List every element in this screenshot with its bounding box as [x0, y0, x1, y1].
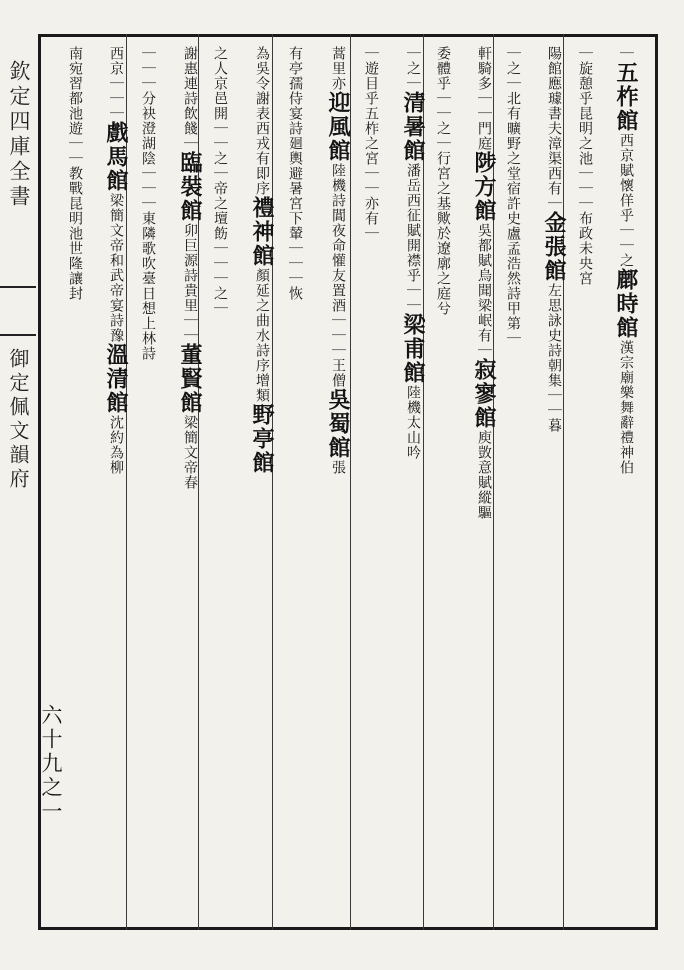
headword: 五柞館	[613, 61, 639, 133]
text-column	[316, 46, 360, 922]
headword: 野亭館	[249, 403, 275, 475]
headword: 寂寥館	[471, 358, 497, 430]
quotation-text: 吳都賦烏聞梁岷有｜	[476, 223, 492, 358]
quotation-text: ｜遊目乎五柞之宮｜｜亦有｜	[363, 46, 379, 241]
quotation-text: 委體乎｜｜之｜行宮之基歟於遼廓之庭兮	[435, 46, 451, 316]
margin-book-title: 御定佩文韻府	[6, 348, 30, 492]
quotation-text: 有亭孺侍宴詩廻輿避暑宮下輦｜｜｜恢	[287, 46, 303, 301]
text-column	[60, 46, 90, 922]
quotation-text: ｜旋憩乎昆明之池｜｜｜布政未央宮	[577, 46, 593, 286]
quotation-text: ｜｜｜分袂澄湖陰｜｜｜東隣歌吹臺日想上林詩	[140, 46, 156, 361]
margin-title: 欽定四庫全書	[7, 60, 31, 210]
quotation-text: 梁簡文帝春	[182, 415, 198, 490]
quotation-text: ｜之｜	[405, 46, 421, 91]
headword: 陟方館	[471, 151, 497, 223]
headword: 董賢館	[177, 343, 203, 415]
quotation-text: 西京賦懷佯乎｜｜之	[618, 133, 634, 268]
text-column	[462, 46, 506, 922]
text-column	[604, 46, 648, 922]
quotation-text: 為吳令謝表西戎有即序	[254, 46, 270, 196]
quotation-text: 南宛習都池遊｜｜教戰昆明池世隆讓封	[67, 46, 83, 301]
text-column	[356, 46, 386, 922]
text-column	[168, 46, 212, 922]
quotation-text: 陽館應璩書夫漳渠西有｜	[546, 46, 562, 211]
headword: 迎風館	[325, 91, 351, 163]
page-number: 六十九之一	[39, 704, 63, 824]
quotation-text: ｜之｜北有曠野之堂宿許史盧孟浩然詩甲第｜	[505, 46, 521, 346]
quotation-text: 西京｜｜｜	[108, 46, 124, 121]
quotation-text: 庾敳意賦縱驅	[476, 430, 492, 520]
quotation-text: 蒿里亦	[330, 46, 346, 91]
quotation-text: 潘岳西征賦開襟乎｜｜	[405, 163, 421, 313]
quotation-text: 卯巨源詩貴里｜｜	[182, 223, 198, 343]
quotation-text: 顏延之曲水詩序增類	[254, 268, 270, 403]
quotation-text: ｜	[618, 46, 634, 61]
headword: 鄜時館	[613, 268, 639, 340]
headword: 吳蜀館	[325, 388, 351, 460]
quotation-text: 之人京邑開｜｜之｜帝之壇飭｜｜｜之｜	[212, 46, 228, 316]
quotation-text: 左思詠史詩朝集｜｜暮	[546, 283, 562, 433]
text-column	[94, 46, 138, 922]
text-column	[240, 46, 284, 922]
headword: 梁甫館	[400, 313, 426, 385]
headword: 金張館	[541, 211, 567, 283]
quotation-text: 梁簡文帝和武帝宴詩豫	[108, 193, 124, 343]
fold-mark	[0, 286, 36, 336]
headword: 戲馬館	[103, 121, 129, 193]
text-column	[391, 46, 435, 922]
quotation-text: 陸機太山吟	[405, 385, 421, 460]
quotation-text: 沈約為柳	[108, 415, 124, 475]
quotation-text: 謝惠連詩飲餞｜	[182, 46, 198, 151]
headword: 清暑館	[400, 91, 426, 163]
text-column	[532, 46, 576, 922]
headword: 溫清館	[103, 343, 129, 415]
quotation-text: 張	[330, 460, 346, 475]
headword: 禮神館	[249, 196, 275, 268]
quotation-text: 漢宗廟樂舞辭禮神伯	[618, 340, 634, 475]
quotation-text: 陸機詩閶夜命懽友置酒｜｜｜王僧	[330, 163, 346, 388]
text-column	[280, 46, 310, 922]
headword: 臨裝館	[177, 151, 203, 223]
quotation-text: 軒騎多｜｜門庭	[476, 46, 492, 151]
